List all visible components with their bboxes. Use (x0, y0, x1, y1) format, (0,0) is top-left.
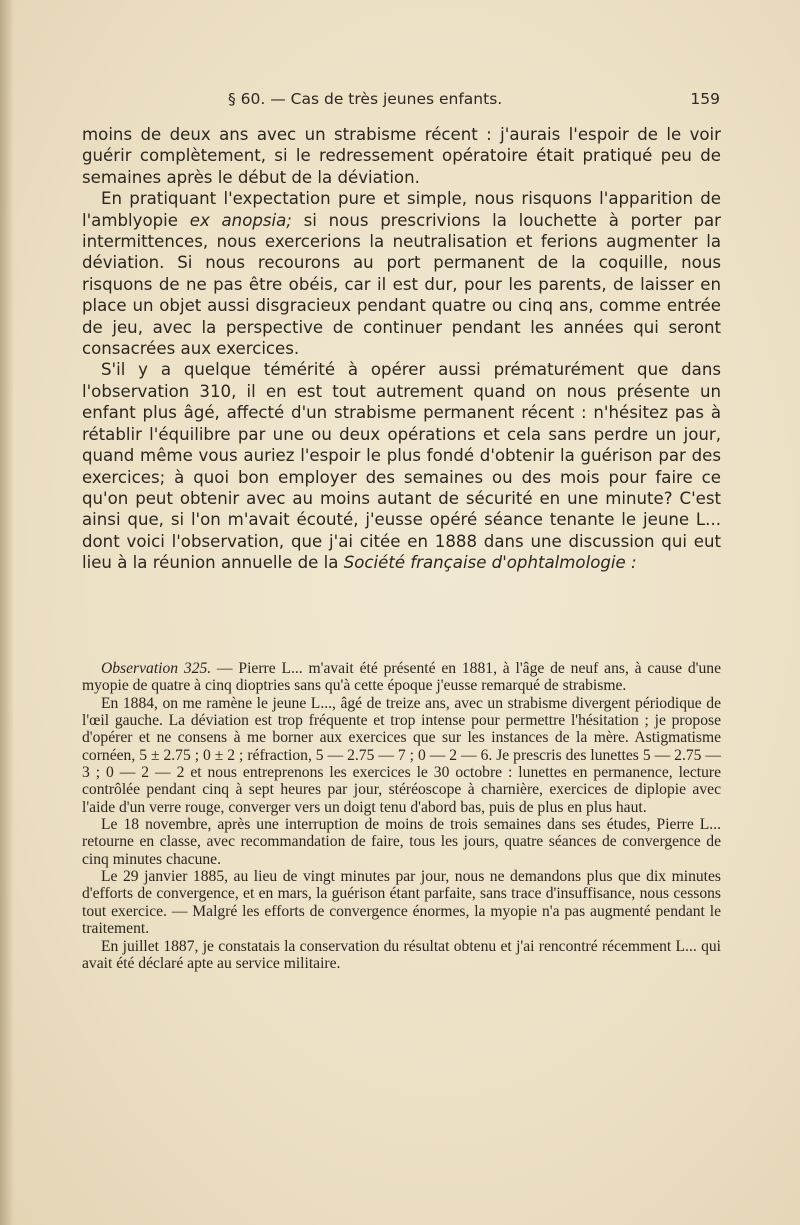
running-header (82, 90, 720, 114)
page-gutter-shadow (0, 0, 14, 1225)
observation-block (82, 660, 721, 972)
paragraph-2-text-a: En pratiquant l'expectation pure et simple, nous risquons l'apparition de l'amblyopie (82, 189, 721, 230)
paragraph-3-text-a: S'il y a quelque témérité à opérer aussi prématurément que dans l'observation 310, il en est tout autrement quand on nous présente un enfant plus âgé, affecté d'un strabisme permanent récent : n'hésitez pas à rétablir l'équilibre par une ou deux opérations et cela sans perdre un jour, quand même vous auriez l'espoir le plus fondé d'obtenir la guérison par des exercices; à quoi bon employer des semaines ou des mois pour faire ce qu'on peut obtenir avec au moins autant de sécurité en une minute? C'est ainsi que, si l'on m'avait écouté, j'eusse opéré séance tenante le jeune L... dont voici l'observation, que j'ai citée en 1888 dans une discussion qui eut lieu à la réunion annuelle de la (82, 360, 721, 573)
observation-paragraph-5: En juillet 1887, je constatais la conservation du résultat obtenu et j'ai rencontré récemment L... qui avait été déclaré apte au service militaire. (82, 937, 721, 972)
main-text (82, 124, 721, 574)
paragraph-3 (82, 359, 721, 573)
observation-paragraph-3: Le 18 novembre, après une interruption de moins de trois semaines dans ses études, Pierre L... retourne en classe, avec recommandation de faire, tous les jours, quatre séances de convergence de cinq minutes chacune. (82, 816, 721, 868)
society-name: Société française d'ophtalmologie : (343, 553, 637, 573)
page-number: 159 (690, 90, 720, 108)
running-title: § 60. — Cas de très jeunes enfants. (228, 90, 503, 108)
observation-paragraph-2: En 1884, on me ramène le jeune L..., âgé de treize ans, avec un strabisme divergent périodique de l'œil gauche. La déviation est trop fréquente et trop intense pour permettre l'hésitation ; je propose d'opérer et ne consens à me borner aux exercices que sur les instances de la mère. Astigmatisme cornéen, 5 ± 2.75 ; 0 ± 2 ; réfraction, 5 — 2.75 — 7 ; 0 — 2 — 6. Je prescris des lunettes 5 — 2.75 — 3 ; 0 — 2 — 2 et nous entreprenons les exercices le 30 octobre : lunettes en permanence, lecture contrôlée pendant cinq à sept heures par jour, stéréoscope à charnière, exercices de diplopie avec l'aide d'un verre rouge, converger vers un doigt tenu d'abord bas, puis de plus en plus haut. (82, 694, 721, 816)
latin-term: ex anopsia; (189, 210, 292, 230)
observation-label: Observation 325. (101, 660, 212, 677)
observation-paragraph-1 (82, 660, 721, 695)
observation-paragraph-4: Le 29 janvier 1885, au lieu de vingt minutes par jour, nous ne demandons plus que dix minutes d'efforts de convergence, et en mars, la guérison étant parfaite, sans trace d'insuffisance, nous cessons tout exercice. — Malgré les efforts de convergence énormes, la myopie n'a pas augmenté pendant le traitement. (82, 868, 721, 938)
paragraph-2-text-c: si nous prescrivions la louchette à porter par intermittences, nous exercerions la neutralisation et ferions augmenter la déviation. Si nous recourons au port permanent de la coquille, nous risquons de ne pas être obéis, car il est dur, pour les parents, de laisser en place un objet aussi disgracieux pendant quatre ou cinq ans, comme entrée de jeu, avec la perspective de continuer pendant les années qui seront consacrées aux exercices. (82, 210, 721, 359)
paragraph-2 (82, 188, 721, 359)
observation-text-1: — Pierre L... m'avait été présenté en 1881, à l'âge de neuf ans, à cause d'une myopie de quatre à cinq dioptries sans qu'à cette époque j'eusse remarqué de strabisme. (82, 660, 721, 695)
paragraph-1: moins de deux ans avec un strabisme récent : j'aurais l'espoir de le voir guérir complètement, si le redressement opératoire était pratiqué peu de semaines après le début de la déviation. (82, 125, 721, 187)
